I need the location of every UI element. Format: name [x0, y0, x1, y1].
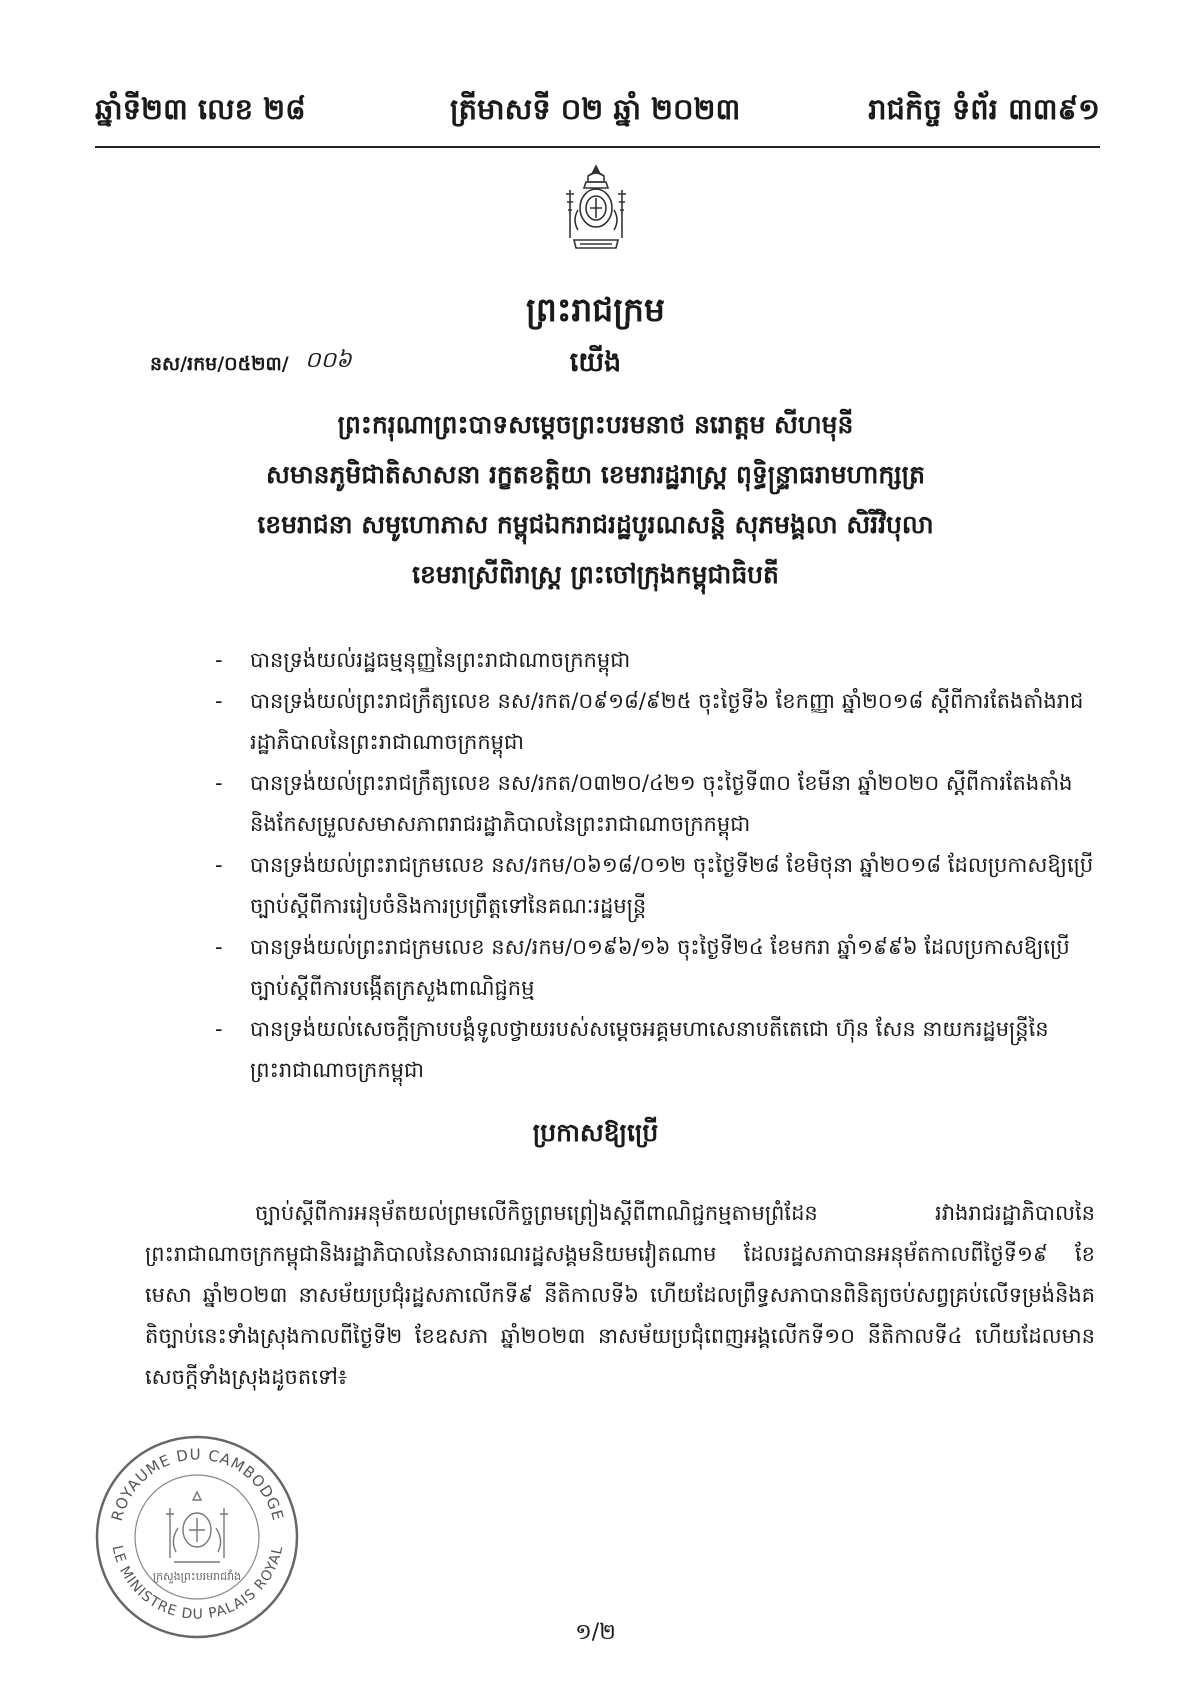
consideration-text: បានទ្រង់យល់ព្រះរាជក្រមលេខ នស/រកម/០១៩៦/១៦ ចុះថ្ងៃទី២៤ ខែមករា ឆ្នាំ១៩៩៦ ដែលប្រកាសឱ្យប្រើច្បាប់ស្តីពីការបង្កើតក្រសួងពាណិជ្ជកម្ម	[250, 935, 1070, 1000]
promulgate-heading: ប្រកាសឱ្យប្រើ	[532, 1118, 659, 1147]
list-dash: -	[215, 689, 223, 713]
header-divider	[95, 146, 1100, 148]
list-dash: -	[215, 935, 223, 959]
gazette-header	[95, 92, 1100, 144]
list-dash: -	[215, 771, 223, 795]
consideration-text: បានទ្រង់យល់សេចក្តីក្រាបបង្គំទូលថ្វាយរបស់សម្តេចអគ្គមហាសេនាបតីតេជោ ហ៊ុន សែន នាយករដ្ឋមន្ត្រីនៃព្រះរាជាណាចក្រកម្ពុជា	[250, 1017, 1049, 1082]
list-dash: -	[215, 648, 223, 672]
decree-reference-handwritten: ០០៦	[305, 348, 352, 373]
king-title-block	[120, 400, 1071, 600]
royal-palace-seal-icon	[90, 1430, 305, 1645]
decree-we: យើង	[569, 347, 622, 378]
king-title-line: ខេមរាជនា សមូហោភាស កម្ពុជឯករាជរដ្ឋបូរណសន្តិ សុភមង្គលា សិរីវិបុលា	[257, 510, 934, 539]
consideration-item	[215, 763, 1095, 845]
considerations-list	[215, 640, 1095, 1091]
consideration-item	[215, 640, 1095, 681]
body-paragraph: ច្បាប់ស្តីពីការអនុម័តយល់ព្រមលើកិច្ចព្រមព្រៀងស្តីពីពាណិជ្ជកម្មតាមព្រំដែន រវាងរាជរដ្ឋាភិបាលនៃព្រះរាជាណាចក្រកម្ពុជានិងរដ្ឋាភិបាលនៃសាធារណរដ្ឋសង្គមនិយមវៀតណាម ដែលរដ្ឋសភាបានអនុម័តកាលពីថ្ងៃទី១៩ ខែមេសា ឆ្នាំ២០២៣ នាសម័យប្រជុំរដ្ឋសភាលើកទី៩ នីតិកាលទី៦ ហើយដែលព្រឹទ្ធសភាបានពិនិត្យចប់សព្វគ្រប់លើទម្រង់និងគតិច្បាប់នេះទាំងស្រុងកាលពីថ្ងៃទី២ ខែឧសភា ឆ្នាំ២០២៣ នាសម័យប្រជុំពេញអង្គលើកទី១០ នីតិកាលទី៤ ហើយដែលមានសេចក្តីទាំងស្រុងដូចតទៅ៖	[145, 1201, 1095, 1389]
seal-top-text: ROYAUME DU CAMBODGE	[107, 1445, 288, 1523]
header-year-issue: ឆ្នាំទី២៣ លេខ ២៨	[95, 92, 306, 126]
consideration-item	[215, 927, 1095, 1009]
page-number: ១/២	[575, 1620, 616, 1645]
consideration-text: បានទ្រង់យល់ព្រះរាជក្រឹត្យលេខ នស/រកត/០៣២០/៤២១ ចុះថ្ងៃទី៣០ ខែមីនា ឆ្នាំ២០២០ ស្តីពីការតែងតាំងនិងកែសម្រួលសមាសភាពរាជរដ្ឋាភិបាលនៃព្រះរាជាណាចក្រកម្ពុជា	[250, 771, 1073, 836]
header-gazette-page: រាជកិច្ច ទំព័រ ៣៣៩១	[868, 92, 1100, 126]
consideration-item	[215, 681, 1095, 763]
king-title-line: ព្រះករុណាព្រះបាទសម្តេចព្រះបរមនាថ នរោត្តម សីហមុនី	[337, 410, 854, 439]
consideration-text: បានទ្រង់យល់ព្រះរាជក្រមលេខ នស/រកម/០៦១៨/០១២ ចុះថ្ងៃទី២៨ ខែមិថុនា ឆ្នាំ២០១៨ ដែលប្រកាសឱ្យប្រើច្បាប់ស្តីពីការរៀបចំនិងការប្រព្រឹត្តទៅនៃគណៈរដ្ឋមន្ត្រី	[250, 853, 1094, 918]
king-title-line: សមានភូមិជាតិសាសនា រក្ខតខត្តិយា ខេមរារដ្ឋរាស្ត្រ ពុទ្ធិន្ទ្រាធរាមហាក្សត្រ	[266, 460, 925, 489]
decree-reference-number: នស/រកម/០៥២៣/	[150, 353, 289, 375]
list-dash: -	[215, 853, 223, 877]
header-quarter: ត្រីមាសទី ០២ ឆ្នាំ ២០២៣	[450, 92, 741, 126]
consideration-text: បានទ្រង់យល់ព្រះរាជក្រឹត្យលេខ នស/រកត/០៩១៨/៩២៥ ចុះថ្ងៃទី៦ ខែកញ្ញា ឆ្នាំ២០១៨ ស្តីពីការតែងតាំងរាជរដ្ឋាភិបាលនៃព្រះរាជាណាចក្រកម្ពុជា	[250, 689, 1084, 754]
seal-bottom-text: LE MINISTRE DU PALAIS ROYAL	[108, 1543, 287, 1623]
consideration-text: បានទ្រង់យល់រដ្ឋធម្មនុញ្ញនៃព្រះរាជាណាចក្រកម្ពុជា	[250, 648, 631, 672]
royal-emblem-icon	[548, 160, 644, 256]
consideration-item	[215, 1009, 1095, 1091]
seal-inner-text: ក្រសួងព្រះបរមរាជវាំង	[152, 1570, 242, 1583]
svg-text:ROYAUME DU CAMBODGE	[108, 1445, 287, 1522]
svg-text:LE MINISTRE DU PALAIS ROYAL	[109, 1544, 287, 1623]
decree-title: ព្រះរាជក្រម	[526, 290, 665, 329]
king-title-line: ខេមរាស្រីពិរាស្ត្រ ព្រះចៅក្រុងកម្ពុជាធិបតី	[412, 560, 779, 589]
consideration-item	[215, 845, 1095, 927]
list-dash: -	[215, 1017, 223, 1041]
